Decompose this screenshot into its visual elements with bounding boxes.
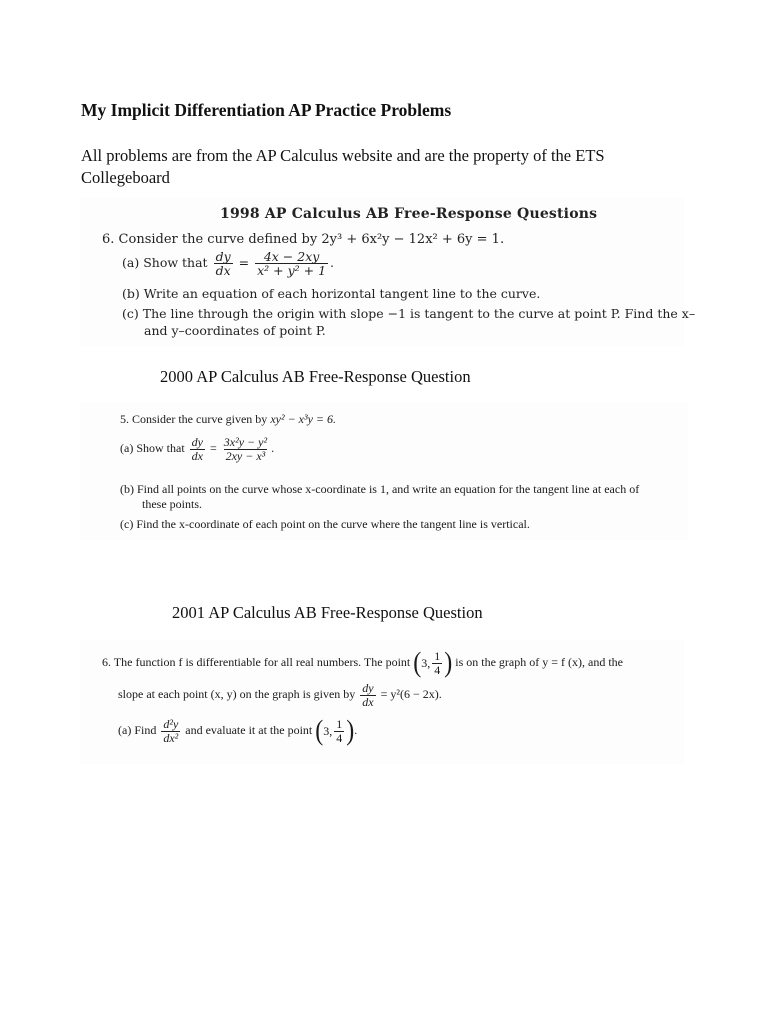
fraction-denominator: 4 bbox=[336, 730, 343, 745]
slope-fraction bbox=[360, 682, 375, 708]
part-text: Show that bbox=[143, 255, 208, 271]
problem-1998-part-a bbox=[122, 250, 334, 277]
point-3-quarter bbox=[315, 715, 355, 747]
fraction-numerator: dy bbox=[362, 681, 374, 695]
problem-number: 6. bbox=[102, 232, 115, 247]
problem-number: 5. bbox=[120, 412, 129, 426]
problem-2001-scan bbox=[80, 640, 684, 764]
fraction-numerator: d²y bbox=[163, 717, 179, 731]
open-paren: ( bbox=[413, 647, 422, 679]
point-y-fraction bbox=[432, 650, 442, 676]
part-label: (a) bbox=[122, 255, 140, 271]
problem-2000-scan bbox=[80, 402, 688, 540]
part-label: (c) bbox=[120, 517, 134, 531]
period: . bbox=[330, 255, 335, 271]
point-3-quarter bbox=[413, 647, 453, 679]
fraction-numerator: dy bbox=[191, 435, 203, 449]
intro-paragraph: All problems are from the AP Calculus website and are the property of the ETS Collegeboard bbox=[81, 146, 605, 187]
slope-expression: = y²(6 − 2x). bbox=[380, 686, 442, 701]
fraction-denominator: dx bbox=[191, 448, 203, 463]
part-text: Show that bbox=[136, 440, 185, 455]
problem-1998-scan bbox=[80, 198, 696, 346]
point-x: 3, bbox=[323, 723, 333, 738]
part-text: Find all points on the curve whose x-coordinate is 1, and write an equation for the tangent line at each of bbox=[137, 482, 640, 496]
part-label: (a) bbox=[118, 722, 132, 737]
part-label: (b) bbox=[120, 482, 134, 496]
fraction-numerator: 1 bbox=[434, 649, 441, 663]
part-label: (b) bbox=[122, 286, 140, 301]
point-x: 3, bbox=[421, 655, 431, 670]
problem-number: 6. bbox=[102, 654, 111, 669]
fraction-denominator: dx² bbox=[163, 730, 179, 745]
period: . bbox=[354, 722, 358, 737]
problem-2000-part-b bbox=[120, 482, 639, 497]
part-text: and evaluate it at the point bbox=[185, 722, 313, 737]
fraction-denominator: dx bbox=[362, 694, 374, 709]
problem-2001-part-a bbox=[118, 715, 358, 747]
period: . bbox=[271, 440, 275, 455]
second-derivative-fraction bbox=[161, 718, 180, 744]
curve-equation: xy² − x³y = 6. bbox=[270, 412, 337, 426]
problem-1998-part-c bbox=[122, 306, 695, 321]
stem-text: Consider the curve given by bbox=[132, 412, 268, 426]
derivative-fraction bbox=[190, 436, 205, 462]
close-paren: ) bbox=[444, 647, 453, 679]
equals-sign: = bbox=[210, 440, 217, 455]
part-text: The line through the origin with slope −1 is tangent to the curve at point P. Find the x– bbox=[142, 306, 696, 321]
problem-1998-part-c-continued: and y–coordinates of point P. bbox=[144, 323, 326, 338]
problem-2001-heading: 2001 AP Calculus AB Free-Response Question bbox=[172, 603, 483, 622]
problem-2001-stem-line1 bbox=[102, 647, 623, 679]
stem-text: slope at each point (x, y) on the graph is given by bbox=[118, 686, 356, 701]
part-text: Find bbox=[134, 722, 157, 737]
fraction-denominator: x² + y² + 1 bbox=[257, 263, 327, 279]
problem-2000-part-c bbox=[120, 517, 530, 532]
problem-2001-stem-line2 bbox=[118, 682, 442, 708]
problem-2000-part-b-continued: these points. bbox=[142, 497, 202, 511]
fraction-denominator: 2xy − x³ bbox=[225, 448, 266, 463]
part-label: (a) bbox=[120, 440, 134, 455]
problem-2000-stem bbox=[120, 412, 336, 427]
problem-1998-part-b bbox=[122, 286, 540, 301]
stem-text: Consider the curve defined by bbox=[118, 232, 318, 247]
derivative-fraction bbox=[214, 250, 233, 277]
part-text: Write an equation of each horizontal tangent line to the curve. bbox=[143, 286, 541, 301]
fraction-numerator: 4x − 2xy bbox=[263, 249, 320, 264]
part-label: (c) bbox=[122, 306, 139, 321]
curve-equation: 2y³ + 6x²y − 12x² + 6y = 1. bbox=[321, 232, 505, 247]
problem-2000-heading: 2000 AP Calculus AB Free-Response Question bbox=[160, 367, 471, 386]
equals-sign: = bbox=[238, 255, 250, 271]
expression-fraction bbox=[255, 250, 328, 277]
open-paren: ( bbox=[315, 715, 324, 747]
fraction-denominator: dx bbox=[215, 263, 231, 279]
document-title: My Implicit Differentiation AP Practice Problems bbox=[81, 100, 452, 120]
point-y-fraction bbox=[334, 718, 344, 744]
problem-2000-part-a bbox=[120, 436, 274, 462]
expression-fraction bbox=[222, 436, 269, 462]
fraction-numerator: 3x²y − y² bbox=[223, 435, 268, 449]
fraction-denominator: 4 bbox=[434, 662, 441, 677]
fraction-numerator: 1 bbox=[336, 717, 343, 731]
stem-text: The function f is differentiable for all real numbers. The point bbox=[113, 654, 411, 669]
problem-1998-heading: 1998 AP Calculus AB Free-Response Questions bbox=[220, 206, 598, 222]
close-paren: ) bbox=[346, 715, 355, 747]
stem-text: is on the graph of y = f (x), and the bbox=[455, 654, 623, 669]
problem-1998-stem bbox=[102, 232, 504, 247]
fraction-numerator: dy bbox=[215, 249, 231, 264]
part-text: Find the x-coordinate of each point on the curve where the tangent line is vertical. bbox=[136, 517, 530, 531]
